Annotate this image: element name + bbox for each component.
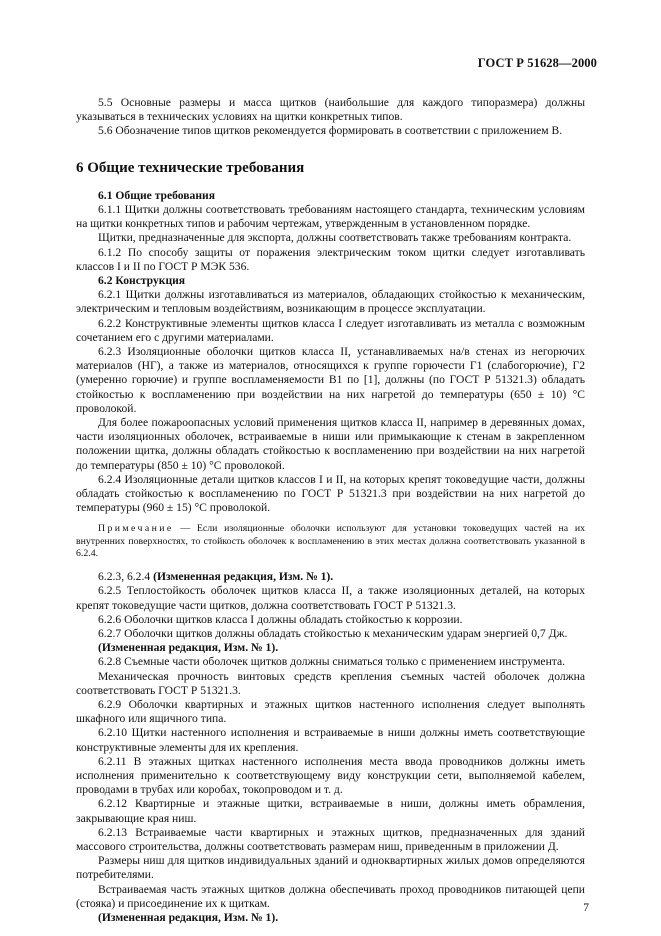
paragraph-6-2-12: 6.2.12 Квартирные и этажные щитки, встраиваемые в ниши, должны иметь обрамления, закрывающие края ниш. — [76, 797, 585, 825]
change-note-3: (Измененная редакция, Изм. № 1). — [98, 910, 279, 924]
change-note-2: (Измененная редакция, Изм. № 1). — [98, 641, 279, 655]
paragraph-6-2-3-continued: Для более пожароопасных условий применения щитков класса II, например в деревянных домах, части изоляционных оболочек, встраиваемые в ниши или примыкающие к стенам в закрепленном положении щитка, должны обладать стойкостью к воспламенению при воздействии на них нагретой до температуры (850 ± 10) °С проволокой. — [76, 416, 585, 472]
paragraph-5-5: 5.5 Основные размеры и масса щитков (наибольшие для каждого типоразмера) должны указываться в технических условиях на щитки конкретных типов. — [76, 96, 585, 124]
paragraph-6-2-9: 6.2.9 Оболочки квартирных и этажных щитков настенного исполнения следует выполнять шкафного или ящичного типа. — [76, 697, 585, 726]
note-label: Примечание — [98, 523, 174, 535]
subsection-6-2-heading: 6.2 Конструкция — [98, 274, 186, 288]
paragraph-6-2-1: 6.2.1 Щитки должны изготавливаться из материалов, обладающих стойкостью к механическим, электрическим и тепловым воздействиям, возникающим в процессе эксплуатации. — [76, 288, 585, 316]
subsection-6-1-heading: 6.1 Общие требования — [98, 188, 215, 202]
document-body — [76, 96, 585, 925]
paragraph-6-2-6: 6.2.6 Оболочки щитков класса I должны обладать стойкостью к коррозии. — [98, 612, 463, 626]
paragraph-6-2-13-sizes: Размеры ниш для щитков индивидуальных зданий и одноквартирных жилых домов определяются потребителями. — [76, 854, 585, 882]
section-6-heading: 6 Общие технические требования — [76, 159, 305, 176]
paragraph-6-2-5: 6.2.5 Теплостойкость оболочек щитков класса II, а также изоляционных деталей, на которых крепят токоведущие части щитков, должна соответствовать ГОСТ Р 51321.3. — [76, 584, 585, 612]
paragraph-6-2-8-continued: Механическая прочность винтовых средств крепления съемных частей оболочек должна соответствовать ГОСТ Р 51321.3. — [76, 669, 585, 697]
paragraph-6-2-10: 6.2.10 Щитки настенного исполнения и встраиваемые в ниши должны иметь соответствующие конструктивные элементы для их крепления. — [76, 726, 585, 754]
change-note-1-ref: 6.2.3, 6.2.4 — [98, 570, 154, 584]
paragraph-6-2-11: 6.2.11 В этажных щитках настенного исполнения места ввода проводников должны иметь исполнения применительно к соответствующему виду конструкции сети, выполняемой кабелем, проводами в трубах или коробах, токопроводом и т. д. — [76, 754, 585, 797]
paragraph-6-1-1-export: Щитки, предназначенные для экспорта, должны соответствовать также требованиям контракта. — [98, 231, 572, 245]
paragraph-6-2-13: 6.2.13 Встраиваемые части квартирных и этажных щитков, предназначенных для зданий массового строительства, должны соответствовать размерам ниш, приведенным в приложении Д. — [76, 825, 585, 853]
paragraph-6-2-13-passage: Встраиваемая часть этажных щитков должна обеспечивать проход проводников питающей цепи (стояка) и присоединение их к щиткам. — [76, 882, 585, 910]
paragraph-5-6: 5.6 Обозначение типов щитков рекомендуется формировать в соответствии с приложением В. — [98, 124, 563, 138]
change-note-1-bold: (Измененная редакция, Изм. № 1). — [153, 570, 334, 584]
change-note-1 — [76, 570, 585, 584]
paragraph-6-2-7: 6.2.7 Оболочки щитков должны обладать стойкостью к механическим ударам энергией 0,7 Дж. — [98, 626, 568, 640]
paragraph-6-2-3: 6.2.3 Изоляционные оболочки щитков класса II, устанавливаемых на/в стенах из негорючих материалов (НГ), а также из материалов, относящихся к группе горючести Г1 (слабогорючие), Г2 (умеренно горючие) и группе воспламеняемости В1 по [1], должны (по ГОСТ Р 51321.3) обладать стойкостью к воспламенению при воздействии на них нагретой до температуры (650 ± 10) °С проволокой. — [76, 345, 585, 415]
paragraph-6-2-8: 6.2.8 Съемные части оболочек щитков должны сниматься только с применением инструмента. — [98, 655, 566, 669]
note — [76, 523, 585, 560]
page-number: 7 — [583, 902, 589, 914]
paragraph-6-1-1: 6.1.1 Щитки должны соответствовать требованиям настоящего стандарта, техническим условиям на щитки конкретных типов и рабочим чертежам, утвержденным в установленном порядке. — [76, 203, 585, 231]
paragraph-6-2-4: 6.2.4 Изоляционные детали щитков классов I и II, на которых крепят токоведущие части, должны обладать стойкостью к воспламенению по ГОСТ Р 51321.3 при воздействии на них нагретой до температуры (960 ± 15) °С проволокой. — [76, 472, 585, 515]
paragraph-6-1-2: 6.1.2 По способу защиты от поражения электрическим током щитки следует изготавливать классов I и II по ГОСТ Р МЭК 536. — [76, 245, 585, 273]
paragraph-6-2-2: 6.2.2 Конструктивные элементы щитков класса I следует изготавливать из металла с возможным сочетанием его с другими материалами. — [76, 316, 585, 344]
document-code-header: ГОСТ Р 51628—2000 — [477, 56, 597, 70]
note-text: — Если изоляционные оболочки используют для установки токоведущих частей на их внутренних поверхностях, то стойкость оболочек к воспламенению в этих местах должна соответствовать указанной в 6.2.4. — [76, 523, 585, 559]
